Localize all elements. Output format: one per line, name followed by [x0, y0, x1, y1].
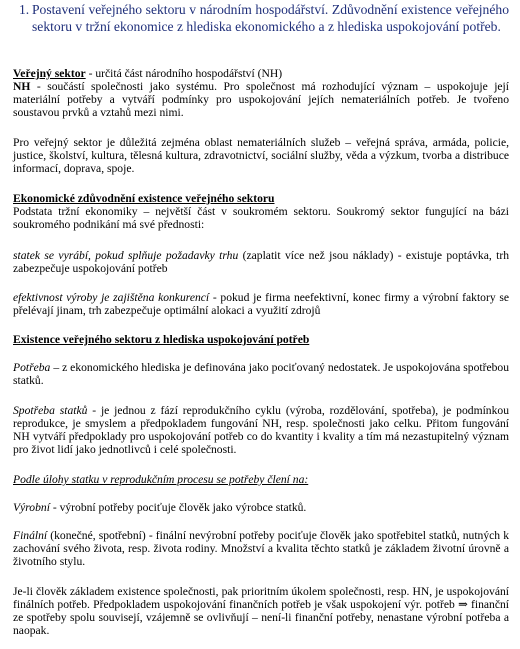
- advantage-item-1: [13, 249, 509, 275]
- need-label: Potřeba: [13, 361, 51, 374]
- final-text: (konečné, spotřební) - finální nevýrobní potřeby pociťuje člověk jako spotřebitel statků, nutných k zachování svého života, resp. života rodiny. Množství a kvalita těchto statků je základem životní úrovně a životního stylu.: [13, 529, 509, 568]
- consumption-text: - je jednou z fází reprodukčního cyklu (výroba, rozdělování, spotřeba), je podmínkou reprodukce, je smyslem a předpokladem fungování NH, resp. společnosti jako celku. Přitom fungování NH vytváří předpoklady pro uspokojování potřeb co do kvantity i kvality a tím má nezastupitelný význam pro život lidí jako jednotlivců i celé společnosti.: [13, 404, 509, 456]
- public-sector-definition: [13, 67, 509, 119]
- need-text: – z ekonomického hlediska je definována jako pociťovaný nedostatek. Je uspokojována spotřebou statků.: [13, 361, 509, 387]
- needs-heading: Existence veřejného sektoru z hlediska uspokojování potřeb: [13, 333, 310, 346]
- advantage-1-text: (zaplatit více než jsou náklady) - existuje poptávka, trh zabezpečuje uspokojování potřeb: [13, 249, 509, 275]
- final-label: Finální: [13, 529, 48, 542]
- economic-justification-heading: Ekonomické zdůvodnění existence veřejného sektoru: [13, 192, 275, 205]
- advantage-2-italic: efektivnost výroby je zajištěna konkurencí: [13, 291, 210, 304]
- conclusion-text: Je-li člověk základem existence společnosti, pak prioritním úkolem společnosti, resp. HN, je uspokojování finálních potřeb. Předpokladem uspokojování finančních potřeb je však uspokojení výr. potřeb ⇒ finanční ze spotřeby spolu souvisejí, vzájemně se ovlivňují – není-li finanční potřeby, nenastane výrobní potřeba a naopak.: [13, 585, 509, 637]
- conclusion-paragraph: [13, 585, 509, 637]
- title-text: Postavení veřejného sektoru v národním hospodářství. Zdůvodnění existence veřejného sektoru v tržní ekonomice z hlediska ekonomického a z hlediska uspokojování potřeb.: [32, 2, 509, 34]
- economic-justification-section: [13, 192, 509, 231]
- advantage-item-2: [13, 291, 509, 317]
- market-economy-text: Podstata tržní ekonomiky – největší část v soukromém sektoru. Soukromý sektor fungující na bázi soukromého podnikání má své přednosti:: [13, 205, 509, 231]
- consumption-definition: [13, 404, 509, 456]
- division-heading-text: Podle úlohy statku v reprodukčním procesu se potřeby člení na:: [13, 473, 309, 486]
- division-heading: [13, 473, 509, 486]
- nh-text: - součástí společnosti jako systému. Pro společnost má rozhodující význam – uspokojuje její materiální potřeby a vytváří podmínky pro uspokojování jejích nemateriálních potřeb. Je tvořeno soustavou prvků a vztahů mezi nimi.: [13, 80, 509, 119]
- production-needs: [13, 501, 509, 514]
- advantage-1-italic: statek se vyrábí, pokud splňuje požadavky trhu: [13, 249, 239, 262]
- nh-label: NH: [13, 80, 31, 93]
- needs-section-heading: [13, 333, 509, 346]
- consumption-label: Spotřeba statků: [13, 404, 88, 417]
- advantage-2-text: - pokud je firma neefektivní, konec firmy a výrobní faktory se přelévají jinam, trh zabezpečuje optimální alokaci a využití zdrojů: [13, 291, 509, 317]
- production-label: Výrobní: [13, 501, 50, 514]
- document-title: [13, 2, 509, 35]
- need-definition: [13, 361, 509, 387]
- production-text: - výrobní potřeby pociťuje člověk jako výrobce statků.: [49, 501, 307, 514]
- final-needs: [13, 529, 509, 568]
- title-number: 1.: [19, 2, 30, 17]
- nonmaterial-services-paragraph: [13, 136, 509, 175]
- public-sector-heading-rest: - určitá část národního hospodářství (NH): [85, 67, 283, 80]
- nonmaterial-services-text: Pro veřejný sektor je důležitá zejména oblast nemateriálních služeb – veřejná správa, armáda, policie, justice, školství, kultura, tělesná kultura, zdravotnictví, sociální služby, věda a výzkum, tvorba a distribuce informací, doprava, spoje.: [13, 136, 509, 175]
- public-sector-heading: Veřejný sektor: [13, 67, 86, 80]
